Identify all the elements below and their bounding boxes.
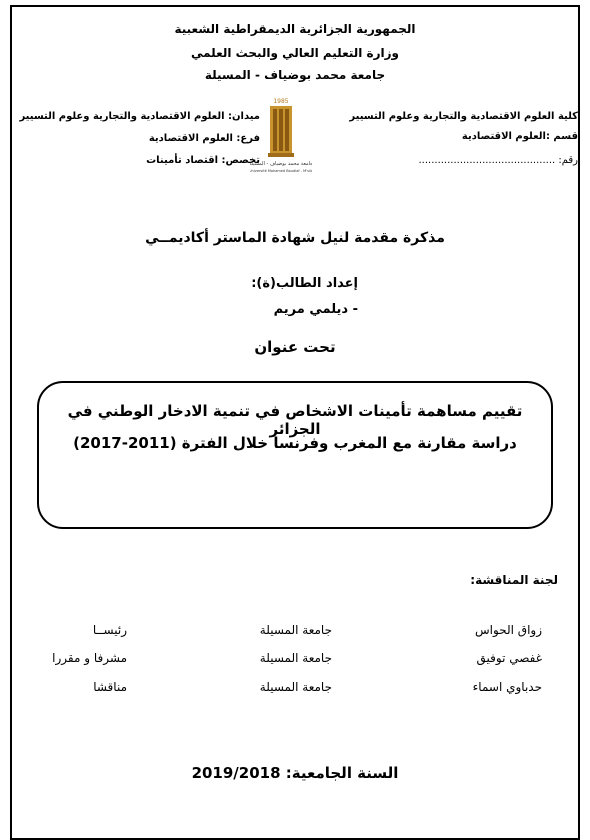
memo-title: مذكرة مقدمة لنيل شهادة الماستر أكاديمــي — [145, 230, 445, 246]
under-title-label: تحت عنوان — [254, 338, 336, 356]
university-logo-icon — [250, 95, 312, 177]
member-1-university: جامعة المسيلة — [259, 623, 332, 637]
student-label: إعداد الطالب(ة): — [251, 276, 358, 291]
member-1-name: زواق الحواس — [475, 623, 542, 637]
academic-year: السنة الجامعية: 2019/2018 — [191, 764, 399, 782]
logo-caption-ar: جامعة محمد بوضياف - المسيلة — [250, 161, 312, 167]
republic-name: الجمهورية الجزائرية الديمقراطية الشعبية — [174, 22, 416, 36]
thesis-title-line1: تقييم مساهمة تأمينات الاشخاص في تنمية الادخار الوطني في الجزائر — [67, 402, 523, 438]
reference-number: رقم: ........................................... — [418, 155, 578, 166]
member-3-role: مناقشا — [93, 680, 127, 694]
member-3-university: جامعة المسيلة — [259, 680, 332, 694]
logo-caption-fr: Université Mohamed Boudiaf - M'sila — [250, 169, 312, 173]
branch-name: فرع: العلوم الاقتصادية — [148, 133, 260, 144]
member-2-university: جامعة المسيلة — [259, 651, 332, 665]
university-logo — [250, 95, 312, 177]
faculty-name: كلية العلوم الاقتصادية والتجارية وعلوم التسيير — [349, 111, 578, 122]
thesis-title-line2: دراسة مقارنة مع المغرب وفرنسا خلال الفترة (2011-2017) — [73, 434, 517, 452]
logo-year: 1985 — [273, 98, 289, 105]
ministry-name: وزارة التعليم العالي والبحث العلمي — [190, 46, 400, 60]
university-name: جامعة محمد بوضياف - المسيلة — [204, 68, 386, 82]
member-3-name: حدباوي اسماء — [472, 680, 542, 694]
specialty-name: تخصص: اقتصاد تأمينات — [146, 155, 260, 166]
member-2-name: غفصي توفيق — [476, 651, 542, 665]
member-2-role: مشرفا و مقررا — [52, 651, 127, 665]
member-1-role: رئيســا — [92, 623, 127, 637]
field-name: ميدان: العلوم الاقتصادية والتجارية وعلوم التسيير — [19, 111, 260, 122]
committee-label: لجنة المناقشة: — [470, 573, 558, 587]
student-name: - ديلمي مريم — [273, 302, 358, 317]
department-name: قسم :العلوم الاقتصادية — [461, 131, 578, 142]
